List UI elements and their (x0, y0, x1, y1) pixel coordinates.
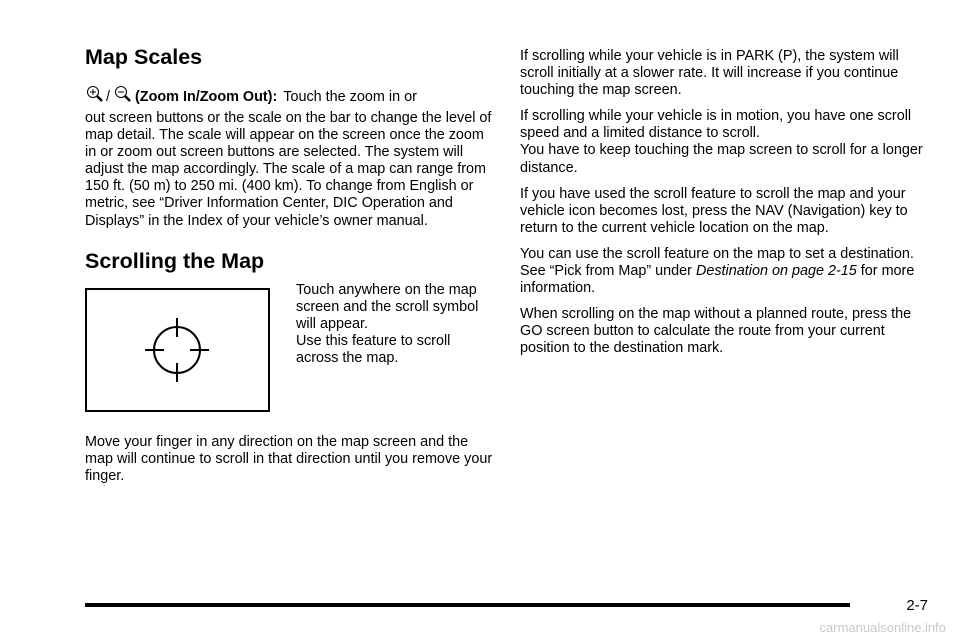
page-number: 2-7 (906, 597, 928, 614)
footer-rule (85, 603, 850, 607)
park-scroll-paragraph: If scrolling while your vehicle is in PARK (P), the system will scroll initially at a slower rate. It will increase if you continue touching the map screen. (520, 48, 899, 99)
zoom-line1: Touch the zoom in or (283, 88, 417, 105)
zoom-out-icon (113, 84, 133, 106)
right-column (520, 48, 930, 367)
zoom-term: (Zoom In/Zoom Out): (135, 88, 278, 105)
set-destination-paragraph (520, 246, 930, 297)
vehicle-icon-lost-paragraph: If you have used the scroll feature to scroll the map and your vehicle icon becomes lost, press the NAV (Navigation) key to return to the current vehicle location on the map. (520, 185, 908, 236)
motion-scroll-paragraph: If scrolling while your vehicle is in motion, you have one scroll speed and a limited distance to scroll. (520, 108, 912, 142)
destination-page-reference: Destination on page 2-15 (695, 263, 857, 280)
scroll-text-1: Touch anywhere on the map screen and the scroll symbol will appear. (296, 281, 479, 332)
set-destination-text-a: You can use the scroll feature on the map to set a destination. See “Pick from Map” under (520, 245, 914, 280)
set-destination-text-b: for more information. (520, 263, 915, 297)
scroll-figure (85, 288, 270, 412)
watermark-text: carmanualsonline.info (819, 620, 946, 635)
scroll-text-2: Use this feature to scroll across the map. (296, 332, 451, 367)
scroll-side-text (296, 282, 496, 367)
zoom-paragraph (85, 84, 497, 230)
scroll-bottom-paragraph: Move your finger in any direction on the map screen and the map will continue to scroll in that direction until you remove your finger. (85, 433, 493, 484)
crosshair-scroll-icon (87, 290, 268, 410)
scroll-figure-block (85, 282, 497, 416)
zoom-description: out screen buttons or the scale on the bar to change the level of map detail. The scale will appear on the screen once the zoom in or zoom out screen buttons are selected. The system will adjust the map accordingly. The scale of a map can range from 150 ft. (50 m) to 250 mi. (400 km). To change from English or metric, see “Driver Information Center, DIC Operation and Displays” in the Index of your vehicle’s owner manual. (85, 110, 492, 229)
heading-map-scales: Map Scales (85, 45, 203, 69)
heading-scrolling-the-map: Scrolling the Map (85, 248, 265, 273)
go-button-paragraph: When scrolling on the map without a planned route, press the GO screen button to calculate the route from your current position to the destination mark. (520, 306, 912, 357)
zoom-slash: / (106, 88, 110, 105)
keep-touching-paragraph: You have to keep touching the map screen to scroll for a longer distance. (520, 142, 923, 176)
left-column (85, 44, 497, 485)
zoom-in-icon (85, 84, 105, 106)
